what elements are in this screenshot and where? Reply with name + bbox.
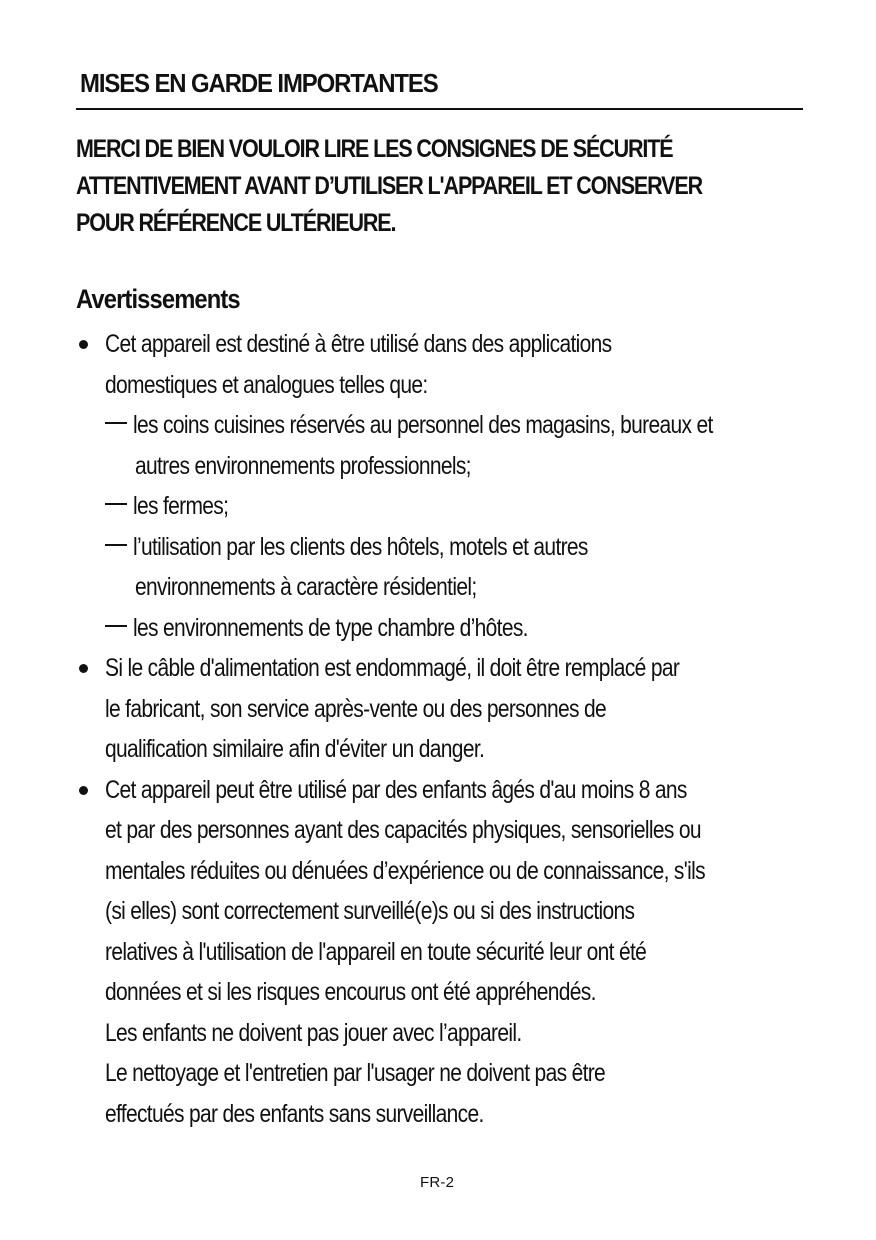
list-item: [76, 648, 816, 689]
dash-icon: [105, 422, 127, 424]
sub-list-item-text: les fermes;: [133, 492, 229, 520]
list-item-continuation: [76, 810, 816, 851]
bullet-icon: [79, 664, 88, 673]
sub-list-item-continuation: [76, 446, 816, 487]
list-item-continuation: [76, 365, 816, 406]
list-item-continuation: [76, 1053, 816, 1094]
list-item-text: Cet appareil peut être utilisé par des enfants âgés d'au moins 8 ans: [105, 775, 687, 804]
list-item: [76, 770, 816, 811]
warnings-list: [76, 324, 816, 1134]
page-title: MISES EN GARDE IMPORTANTES: [80, 68, 438, 98]
dash-icon: [105, 503, 127, 505]
list-item-text: le fabricant, son service après-vente ou des personnes de: [105, 694, 607, 723]
list-item-continuation: [76, 1094, 816, 1135]
intro-line: MERCI DE BIEN VOULOIR LIRE LES CONSIGNES DE SÉCURITÉ: [76, 135, 673, 163]
list-item-text: domestiques et analogues telles que:: [105, 370, 428, 399]
safety-intro: [76, 131, 816, 242]
list-item-text: données et si les risques encourus ont été appréhendés.: [105, 978, 596, 1006]
intro-line: POUR RÉFÉRENCE ULTÉRIEURE.: [76, 209, 396, 237]
section-heading: Avertissements: [76, 284, 240, 314]
bullet-icon: [79, 786, 88, 795]
sub-list-item: [76, 527, 816, 568]
list-item-continuation: [76, 972, 816, 1013]
sub-list-item: [76, 608, 816, 649]
title-divider: [76, 108, 803, 110]
sub-list-item: [76, 405, 816, 446]
sub-list-item-text: les coins cuisines réservés au personnel des magasins, bureaux et: [133, 411, 713, 439]
sub-list-item: [76, 486, 816, 527]
list-item-continuation: [76, 729, 816, 770]
list-item-text: (si elles) sont correctement surveillé(e)s ou si des instructions: [105, 897, 635, 925]
sub-list-item-text: environnements à caractère résidentiel;: [135, 573, 477, 601]
list-item-continuation: [76, 1013, 816, 1054]
list-item-text: relatives à l'utilisation de l'appareil en toute sécurité leur ont été: [105, 937, 647, 966]
page-number: FR-2: [420, 1174, 455, 1191]
list-item-text: effectués par des enfants sans surveillance.: [105, 1099, 484, 1128]
dash-icon: [105, 544, 127, 546]
dash-icon: [105, 625, 127, 627]
sub-list-item-continuation: [76, 567, 816, 608]
sub-list-item-text: l’utilisation par les clients des hôtels, motels et autres: [133, 532, 588, 561]
list-item-text: Le nettoyage et l'entretien par l'usager ne doivent pas être: [105, 1059, 606, 1087]
sub-list-item-text: les environnements de type chambre d’hôtes.: [133, 613, 528, 642]
list-item-text: mentales réduites ou dénuées d’expérience ou de connaissance, s'ils: [105, 856, 705, 885]
bullet-icon: [79, 340, 88, 349]
list-item-text: Cet appareil est destiné à être utilisé dans des applications: [105, 330, 612, 358]
sub-list-item-text: autres environnements professionnels;: [135, 451, 471, 480]
list-item-continuation: [76, 891, 816, 932]
list-item-continuation: [76, 932, 816, 973]
list-item-text: Les enfants ne doivent pas jouer avec l’appareil.: [105, 1018, 522, 1047]
list-item-text: Si le câble d'alimentation est endommagé, il doit être remplacé par: [105, 654, 680, 682]
list-item-text: qualification similaire afin d'éviter un danger.: [105, 735, 485, 763]
intro-line: ATTENTIVEMENT AVANT D’UTILISER L'APPAREIL ET CONSERVER: [76, 172, 703, 200]
list-item-continuation: [76, 851, 816, 892]
list-item-continuation: [76, 689, 816, 730]
list-item-text: et par des personnes ayant des capacités physiques, sensorielles ou: [105, 816, 701, 844]
list-item: [76, 324, 816, 365]
